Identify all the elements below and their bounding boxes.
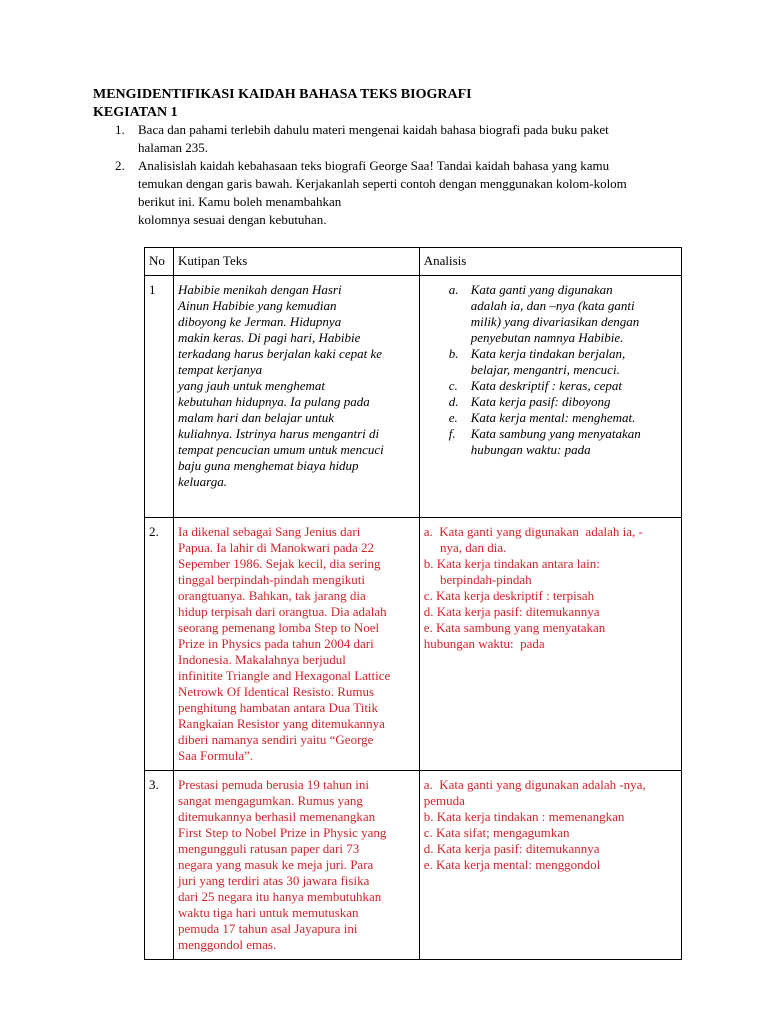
quote-line: infinitite Triangle and Hexagonal Lattice <box>178 668 391 683</box>
quote-line: Ainun Habibie yang kemudian <box>178 298 337 313</box>
analysis-marker: b. <box>448 346 459 361</box>
analysis-item <box>424 410 677 426</box>
quote-line: sangat mengagumkan. Rumus yang <box>178 793 363 808</box>
quote-line: hidup terpisah dari orangtua. Dia adalah <box>178 604 387 619</box>
instruction-list <box>93 121 683 229</box>
table-row <box>145 771 682 960</box>
quote-line: keluarga. <box>178 474 227 489</box>
quote-line: First Step to Nobel Prize in Physic yang <box>178 825 387 840</box>
quote-line: yang jauh untuk menghemat <box>178 378 325 393</box>
analysis-line: Kata deskriptif : keras, cepat <box>470 378 622 393</box>
analysis-line: hubungan waktu: pada <box>423 636 545 651</box>
analysis-line: a. Kata ganti yang digunakan adalah ia, - <box>423 524 643 539</box>
instruction-line: halaman 235. <box>138 140 209 155</box>
analysis-line: c. Kata kerja deskriptif : terpisah <box>423 588 595 603</box>
analysis-line: e. Kata sambung yang menyatakan <box>423 620 606 635</box>
analysis-text <box>419 518 681 771</box>
table-header-row <box>145 248 682 276</box>
quote-line: seorang pemenang lomba Step to Noel <box>178 620 380 635</box>
quote-line: Rangkaian Resistor yang ditemukannya <box>178 716 385 731</box>
quote-line: Indonesia. Makalahnya berjudul <box>178 652 346 667</box>
analysis-line: a. Kata ganti yang digunakan adalah -nya, <box>423 777 646 792</box>
quote-line: orangtuanya. Bahkan, tak jarang dia <box>178 588 366 603</box>
quote-line: Sepember 1986. Sejak kecil, dia sering <box>178 556 381 571</box>
analysis-line: c. Kata sifat; mengagumkan <box>423 825 570 840</box>
analysis-line: e. Kata kerja mental: menggondol <box>423 857 601 872</box>
quote-line: malam hari dan belajar untuk <box>178 410 335 425</box>
header-no: No <box>145 248 174 276</box>
quote-line: Ia dikenal sebagai Sang Jenius dari <box>178 524 361 539</box>
analysis-item <box>424 426 677 458</box>
analysis-text <box>419 276 681 518</box>
analysis-line: penyebutan namnya Habibie. <box>470 330 624 345</box>
quote-line: Netrowk Of Identical Resisto. Rumus <box>178 684 375 699</box>
page-title: MENGIDENTIFIKASI KAIDAH BAHASA TEKS BIOGRAFI <box>93 87 472 102</box>
instruction-number: 2. <box>115 158 125 173</box>
analysis-item <box>424 378 677 394</box>
analysis-line: b. Kata kerja tindakan : memenangkan <box>423 809 625 824</box>
activity-heading: KEGIATAN 1 <box>93 105 178 120</box>
quote-line: penghitung hambatan antara Dua Titik <box>178 700 379 715</box>
header-analysis: Analisis <box>419 248 681 276</box>
row-number: 1 <box>145 276 174 518</box>
header-quote: Kutipan Teks <box>174 248 420 276</box>
analysis-line: d. Kata kerja pasif: ditemukannya <box>423 841 600 856</box>
analysis-table <box>144 247 682 960</box>
analysis-marker: e. <box>448 410 458 425</box>
quote-line: pemuda 17 tahun asal Jayapura ini <box>178 921 358 936</box>
quote-line: diberi namanya sendiri yaitu “George <box>178 732 374 747</box>
quote-line: tempat pencucian umum untuk mencuci <box>178 442 384 457</box>
analysis-line: milik) yang divariasikan dengan <box>470 314 640 329</box>
analysis-line: d. Kata kerja pasif: ditemukannya <box>423 604 600 619</box>
analysis-marker: c. <box>448 378 458 393</box>
quote-text <box>174 276 420 518</box>
analysis-line: belajar, mengantri, mencuci. <box>470 362 620 377</box>
instruction-number: 1. <box>115 122 125 137</box>
quote-line: juri yang terdiri atas 30 jawara fisika <box>178 873 370 888</box>
analysis-list <box>424 282 677 458</box>
quote-line: waktu tiga hari untuk memutuskan <box>178 905 359 920</box>
table-row <box>145 518 682 771</box>
quote-line: diboyong ke Jerman. Hidupnya <box>178 314 342 329</box>
analysis-line: hubungan waktu: pada <box>470 442 591 457</box>
instruction-line: berikut ini. Kamu boleh menambahkan <box>138 194 342 209</box>
analysis-marker: d. <box>448 394 459 409</box>
table-row <box>145 276 682 518</box>
analysis-item <box>424 346 677 378</box>
analysis-item <box>424 282 677 346</box>
analysis-line: pemuda <box>423 793 465 808</box>
quote-line: dari 25 negara itu hanya membutuhkan <box>178 889 382 904</box>
row-number: 2. <box>145 518 174 771</box>
quote-line: kuliahnya. Istrinya harus mengantri di <box>178 426 380 441</box>
analysis-text <box>419 771 681 960</box>
quote-line: negara yang masuk ke meja juri. Para <box>178 857 374 872</box>
quote-line: mengungguli ratusan paper dari 73 <box>178 841 360 856</box>
instruction-line: kolomnya sesuai dengan kebutuhan. <box>138 212 327 227</box>
quote-line: ditemukannya berhasil memenangkan <box>178 809 376 824</box>
quote-line: Prize in Physics pada tahun 2004 dari <box>178 636 374 651</box>
analysis-line: Kata kerja pasif: diboyong <box>470 394 611 409</box>
instruction-line: Baca dan pahami terlebih dahulu materi mengenai kaidah bahasa biografi pada buku paket <box>138 122 609 137</box>
analysis-line: Kata kerja mental: menghemat. <box>470 410 636 425</box>
quote-line: makin keras. Di pagi hari, Habibie <box>178 330 361 345</box>
analysis-marker: f. <box>448 426 456 441</box>
instruction-line: Analisislah kaidah kebahasaan teks biografi George Saa! Tandai kaidah bahasa yang kamu <box>138 158 610 173</box>
quote-line: Habibie menikah dengan Hasri <box>178 282 342 297</box>
row-number: 3. <box>145 771 174 960</box>
quote-line: menggondol emas. <box>178 937 277 952</box>
analysis-line: nya, dan dia. <box>423 540 507 555</box>
analysis-marker: a. <box>448 282 459 297</box>
quote-line: tempat kerjanya <box>178 362 263 377</box>
analysis-line: b. Kata kerja tindakan antara lain: <box>423 556 600 571</box>
analysis-line: berpindah-pindah <box>423 572 532 587</box>
analysis-line: adalah ia, dan –nya (kata ganti <box>470 298 635 313</box>
quote-line: terkadang harus berjalan kaki cepat ke <box>178 346 382 361</box>
quote-line: kebutuhan hidupnya. Ia pulang pada <box>178 394 370 409</box>
analysis-item <box>424 394 677 410</box>
instruction-line: temukan dengan garis bawah. Kerjakanlah seperti contoh dengan menggunakan kolom-kolom <box>138 176 627 191</box>
quote-line: tinggal berpindah-pindah mengikuti <box>178 572 366 587</box>
quote-line: Prestasi pemuda berusia 19 tahun ini <box>178 777 370 792</box>
quote-text <box>174 771 420 960</box>
instruction-item <box>93 121 683 157</box>
analysis-line: Kata kerja tindakan berjalan, <box>470 346 626 361</box>
instruction-item <box>93 157 683 229</box>
quote-text <box>174 518 420 771</box>
quote-line: Papua. Ia lahir di Manokwari pada 22 <box>178 540 375 555</box>
analysis-line: Kata sambung yang menyatakan <box>470 426 641 441</box>
analysis-line: Kata ganti yang digunakan <box>470 282 613 297</box>
quote-line: Saa Formula”. <box>178 748 254 763</box>
quote-line: baju guna menghemat biaya hidup <box>178 458 359 473</box>
